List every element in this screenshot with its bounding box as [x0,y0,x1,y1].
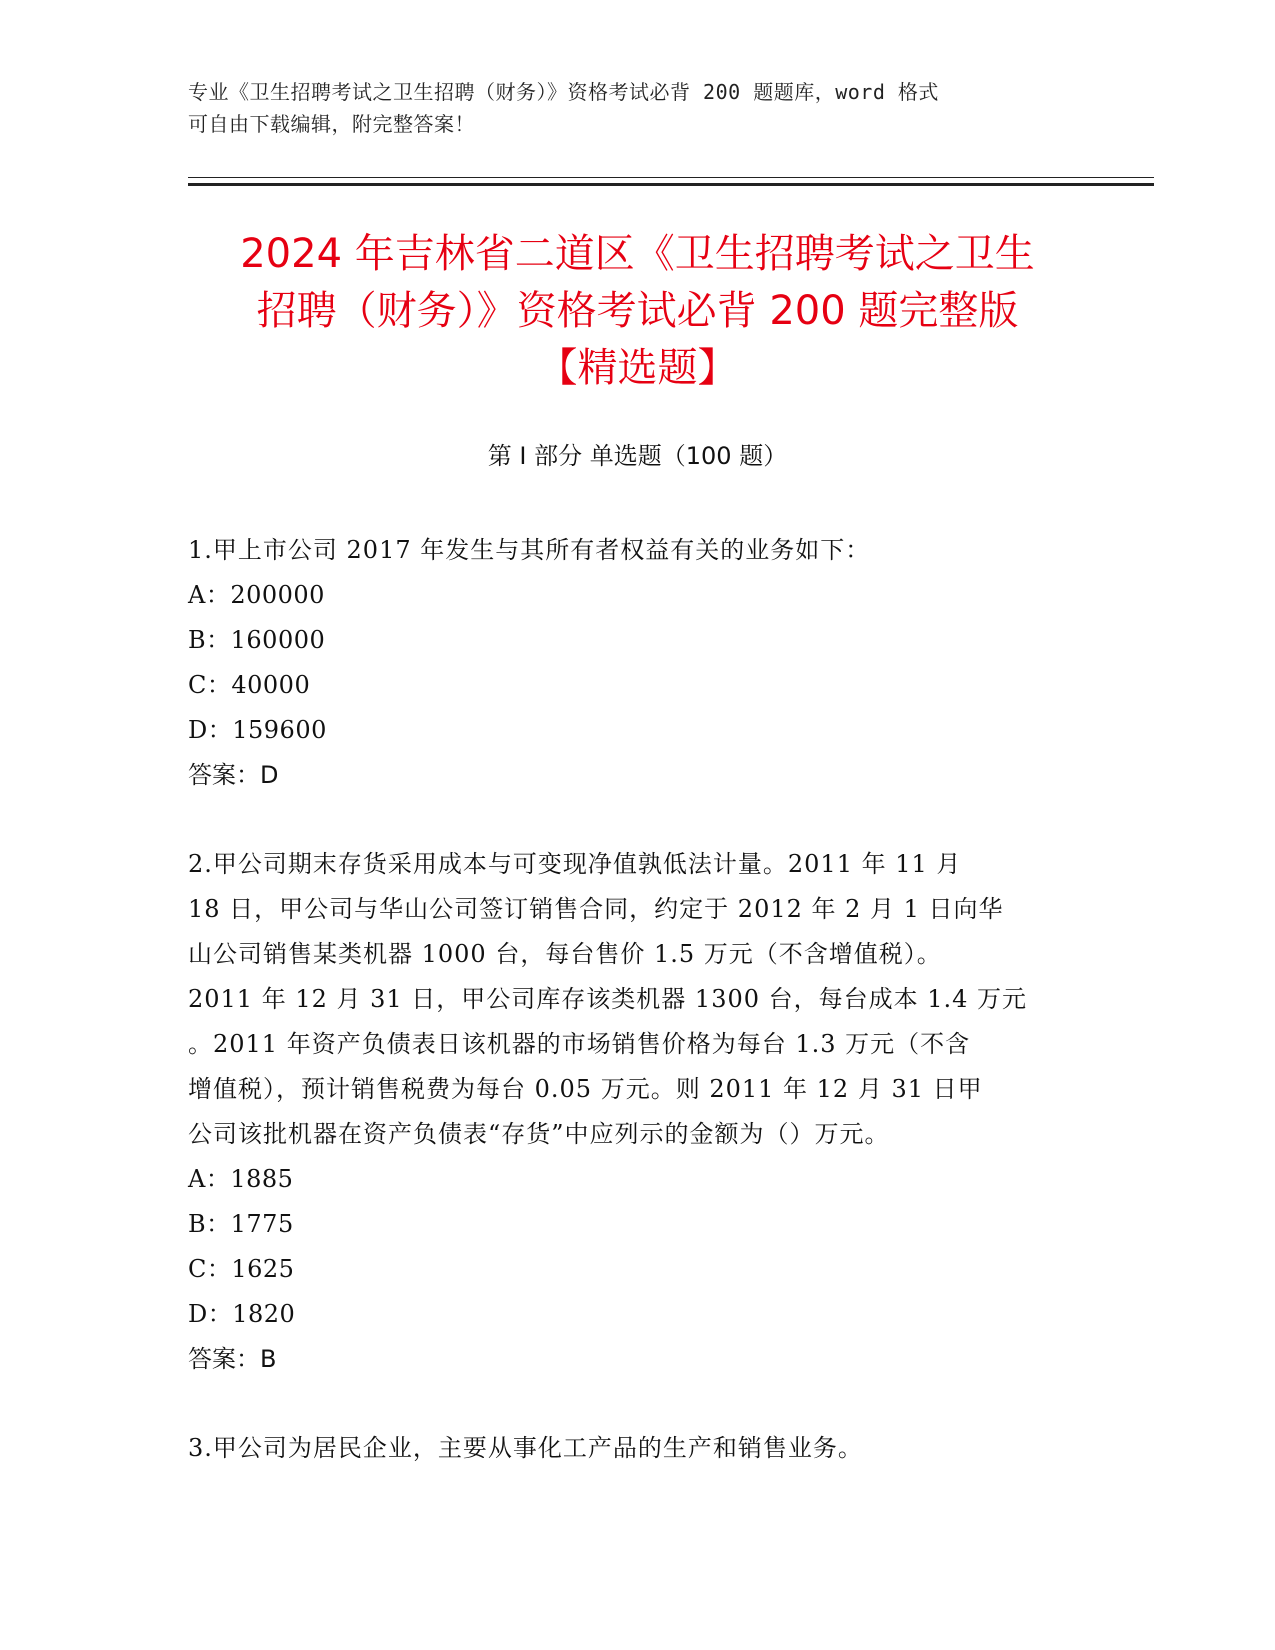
answer: 答案：B [188,1345,277,1373]
question-stem-line: 2.甲公司期末存货采用成本与可变现净值孰低法计量。2011 年 11 月 [188,850,962,878]
option-d: D：1820 [188,1300,296,1328]
header-note-line-2: 可自由下载编辑，附完整答案！ [188,112,475,136]
answer: 答案：D [188,761,279,789]
title-line-3: 【精选题】 [537,345,738,391]
question-3 [188,1426,1088,1471]
option-b: B：1775 [188,1210,294,1238]
document-title [150,226,1125,397]
question-stem-line: 18 日，甲公司与华山公司签订销售合同，约定于 2012 年 2 月 1 日向华 [188,895,1004,923]
question-stem-line: 山公司销售某类机器 1000 台，每台售价 1.5 万元（不含增值税）。 [188,940,942,968]
document-header-note [188,76,1068,140]
question-stem: 3.甲公司为居民企业，主要从事化工产品的生产和销售业务。 [188,1434,863,1462]
title-line-2: 招聘（财务）》资格考试必背 200 题完整版 [256,288,1019,334]
option-a: A：200000 [188,581,325,609]
question-stem-line: 增值税），预计销售税费为每台 0.05 万元。则 2011 年 12 月 31 日甲 [188,1075,983,1103]
question-stem-line: 2011 年 12 月 31 日，甲公司库存该类机器 1300 台，每台成本 1.4 万元 [188,985,1028,1013]
question-1 [188,528,1088,798]
question-2 [188,842,1088,1382]
section-heading: 第 I 部分 单选题（100 题） [487,442,788,470]
header-divider-thin [188,177,1154,178]
question-stem-line: 。2011 年资产负债表日该机器的市场销售价格为每台 1.3 万元（不含 [188,1030,971,1058]
question-stem-line: 公司该批机器在资产负债表“存货”中应列示的金额为（）万元。 [188,1120,890,1148]
option-c: C：40000 [188,671,311,699]
header-note-line-1: 专业《卫生招聘考试之卫生招聘（财务）》资格考试必背 200 题题库，word 格式 [188,80,939,104]
option-d: D：159600 [188,716,327,744]
option-c: C：1625 [188,1255,295,1283]
header-divider-thick [188,183,1154,186]
title-line-1: 2024 年吉林省二道区《卫生招聘考试之卫生 [240,231,1035,277]
option-a: A：1885 [188,1165,294,1193]
question-stem: 1.甲上市公司 2017 年发生与其所有者权益有关的业务如下： [188,536,871,564]
question-list [188,528,1088,1515]
option-b: B：160000 [188,626,326,654]
